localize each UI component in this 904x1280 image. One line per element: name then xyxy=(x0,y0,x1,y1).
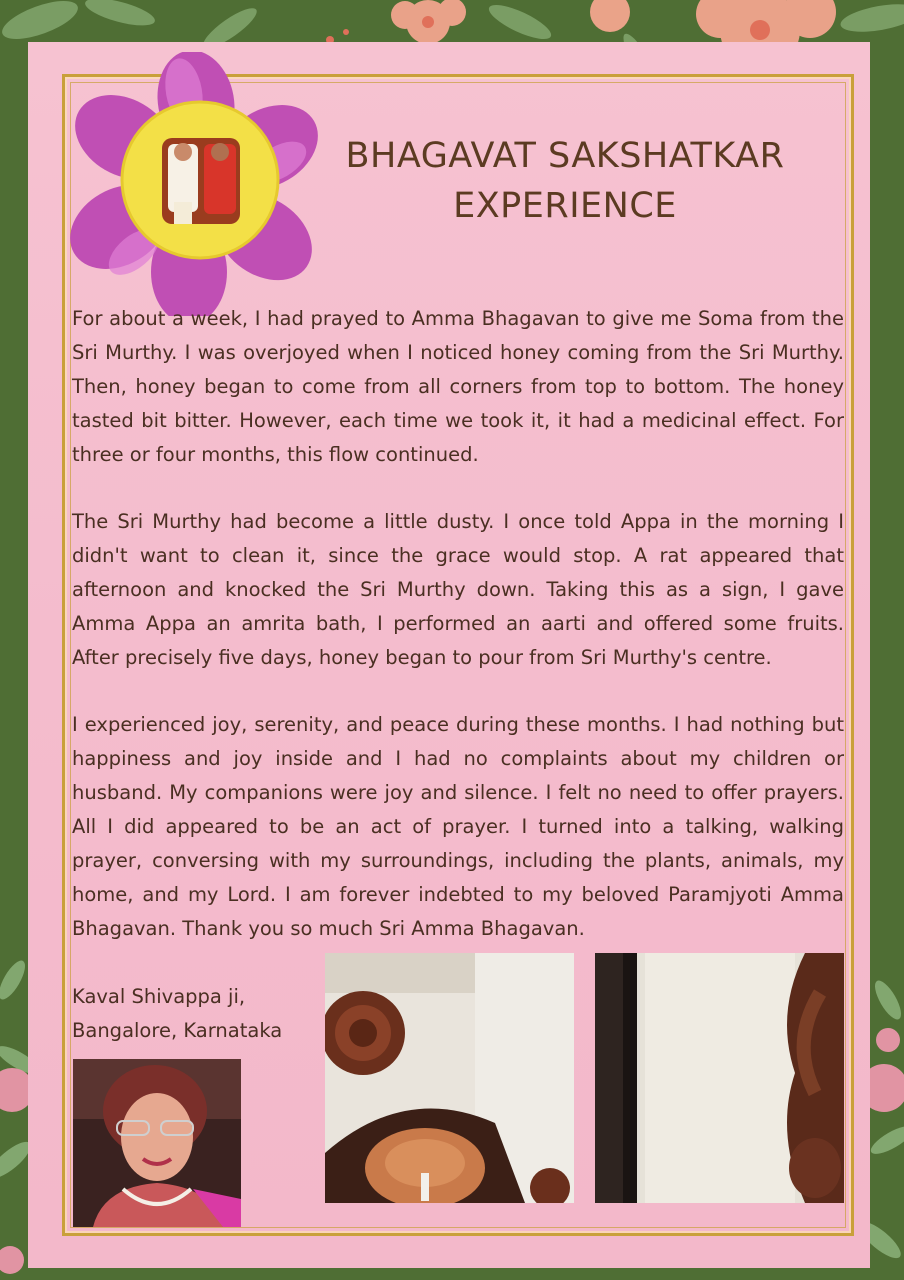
title-line-1: BHAGAVAT SAKSHATKAR xyxy=(345,136,785,177)
testimony-body xyxy=(72,302,844,979)
flower-emblem-image xyxy=(64,52,328,316)
author-name: Kaval Shivappa ji, xyxy=(72,985,246,1008)
paragraph-3: I experienced joy, serenity, and peace during these months. I had nothing but happiness and joy inside and I had no complaints about my children or husband. My companions were joy and silence. I felt no need to offer prayers. All I did appeared to be an act of prayer. I turned into a talking, walking prayer, conversing with my surroundings, including the plants, animals, my home, and my Lord. I am forever indebted to my beloved Paramjyoti Amma Bhagavan. Thank you so much Sri Amma Bhagavan. xyxy=(72,713,844,940)
signature xyxy=(72,980,312,1048)
paragraph-1: For about a week, I had prayed to Amma Bhagavan to give me Soma from the Sri Murthy. I was overjoyed when I noticed honey coming from the Sri Murthy. Then, honey began to come from all corners from top to bottom. The honey tasted bit bitter. However, each time we took it, it had a medicinal effect. For three or four months, this flow continued. xyxy=(72,307,844,466)
author-location: Bangalore, Karnataka xyxy=(72,1019,283,1042)
sri-murthy-photo-1 xyxy=(325,953,574,1203)
sri-murthy-photo-2 xyxy=(595,953,844,1203)
paragraph-2: The Sri Murthy had become a little dusty. I once told Appa in the morning I didn't want to clean it, since the grace would stop. A rat appeared that afternoon and knocked the Sri Murthy down. Taking this as a sign, I gave Amma Appa an amrita bath, I performed an aarti and offered some fruits. After precisely five days, honey began to pour from Sri Murthy's centre. xyxy=(72,510,844,669)
title-line-2: EXPERIENCE xyxy=(453,186,677,227)
page-title xyxy=(300,131,830,231)
author-portrait-photo xyxy=(73,1059,241,1227)
